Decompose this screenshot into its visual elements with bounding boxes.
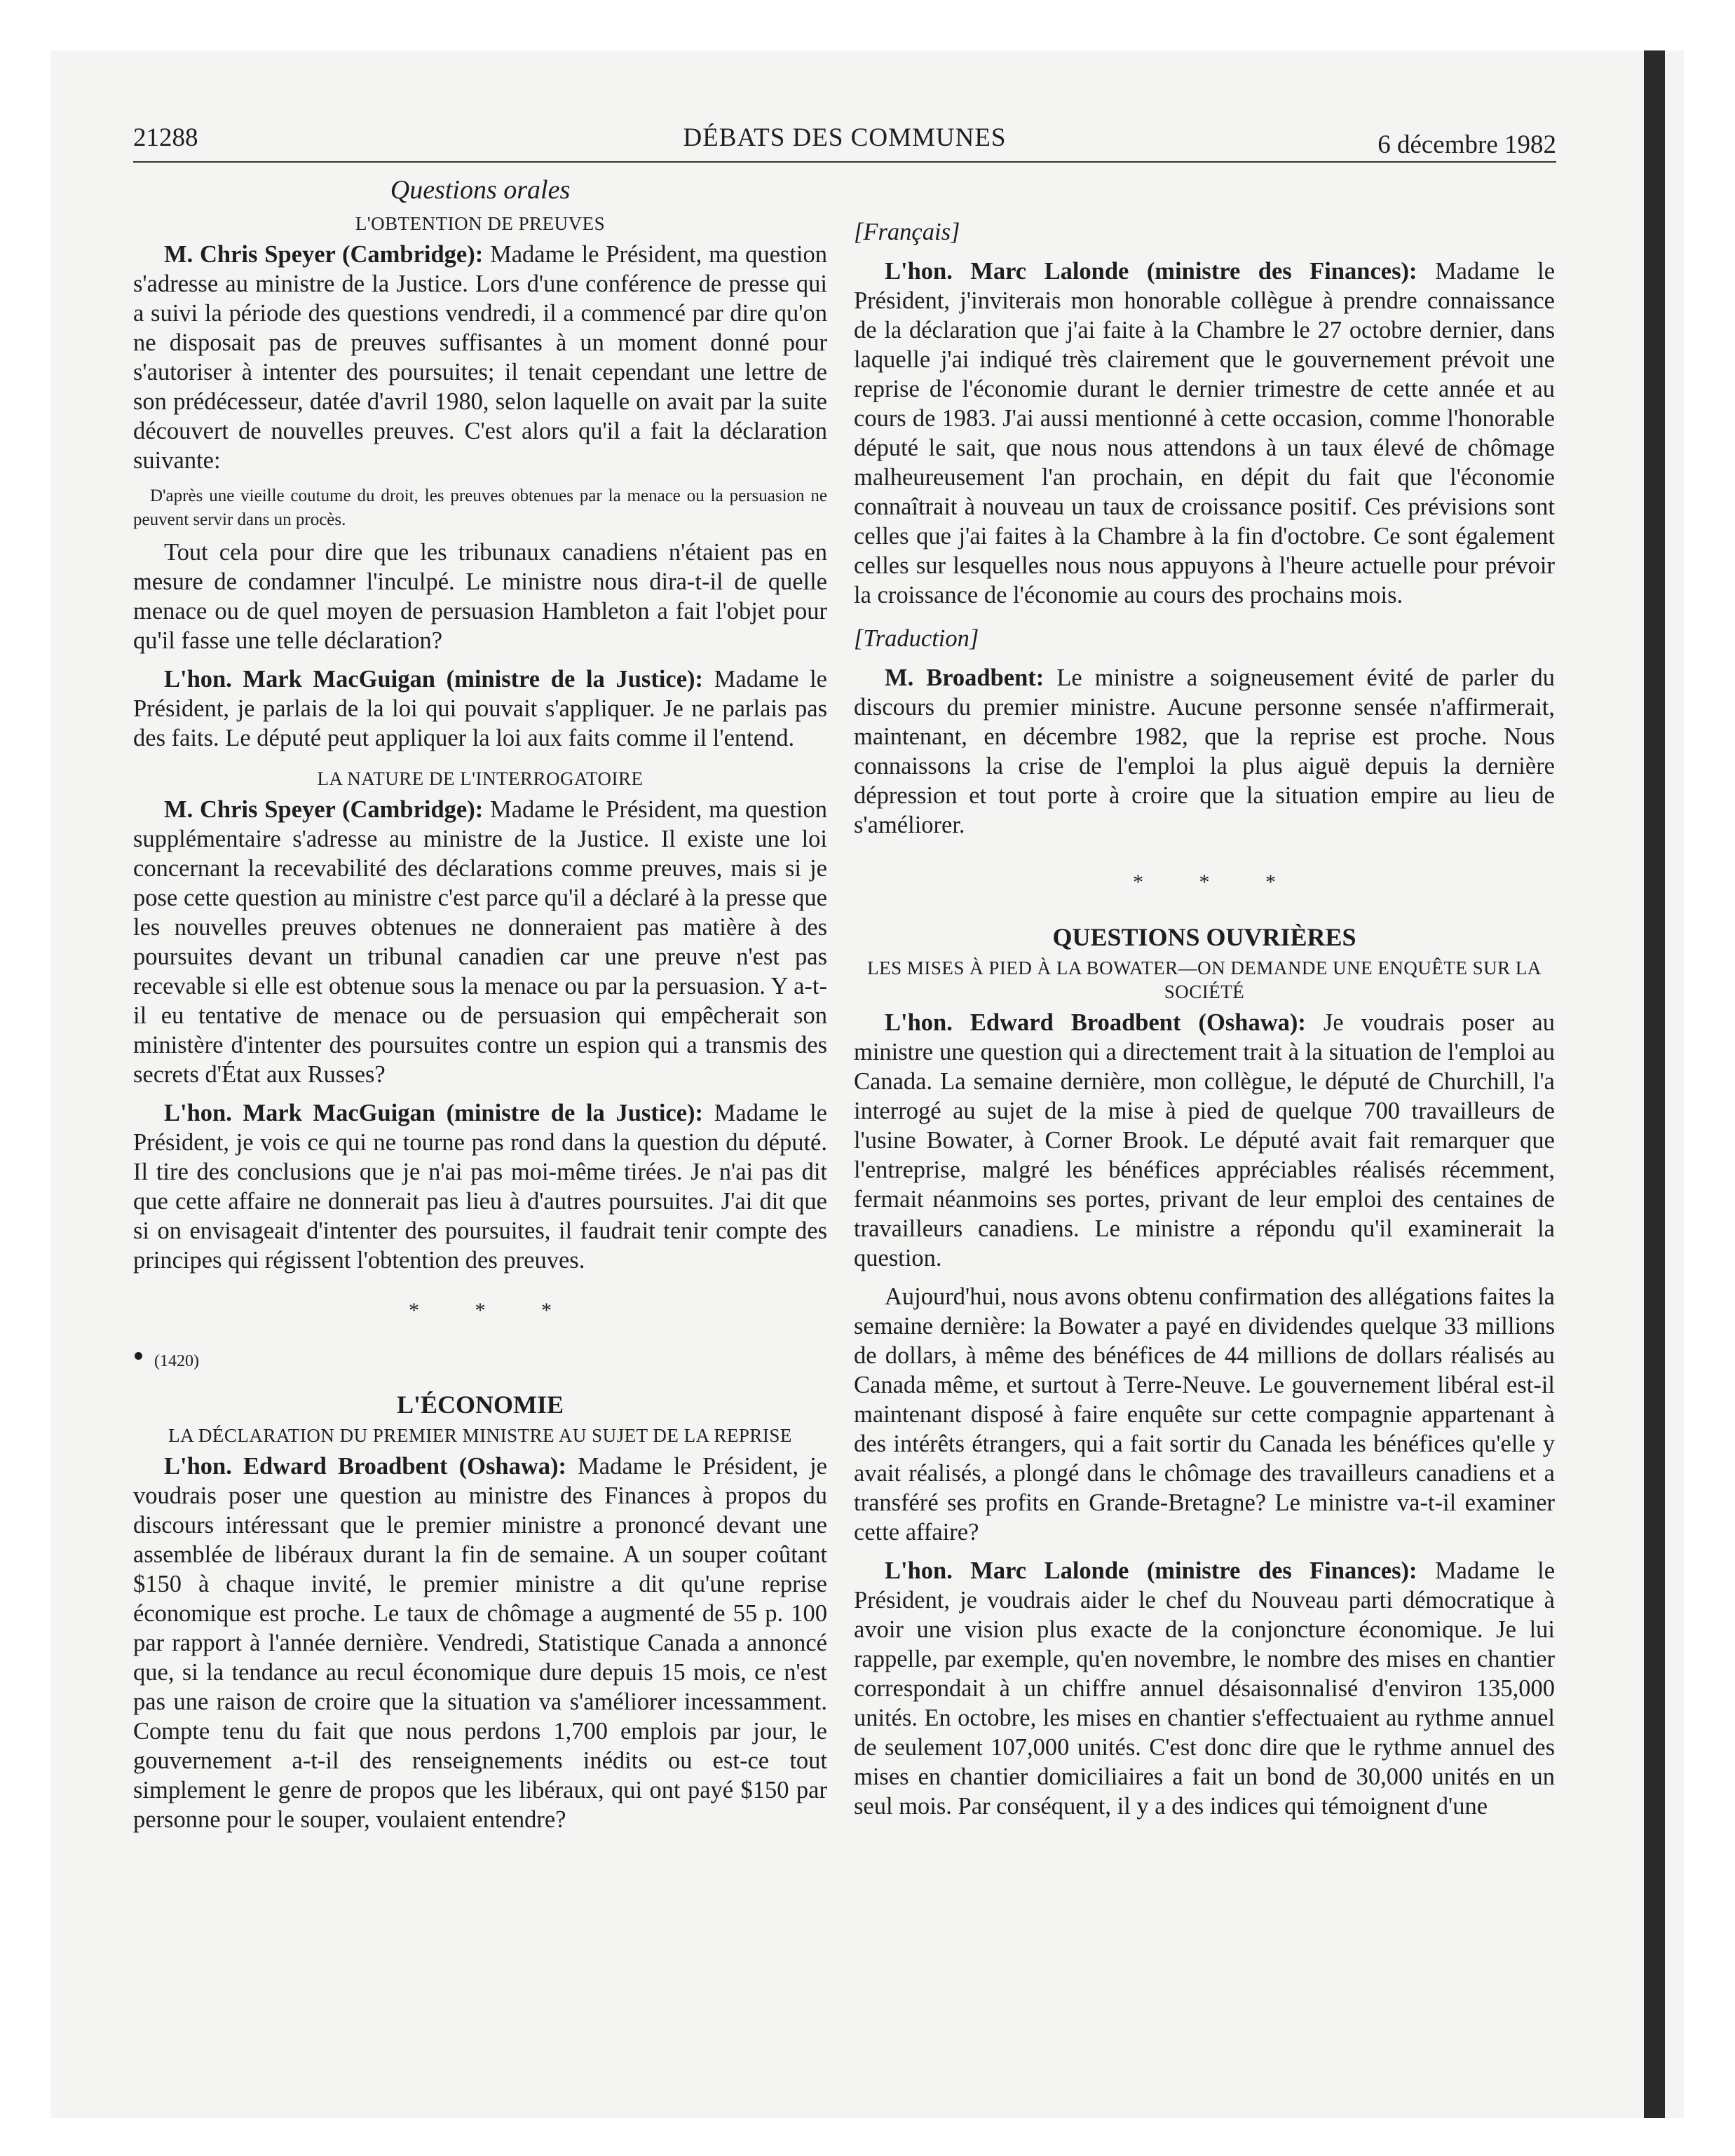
header-rule (133, 161, 1556, 163)
subheading-preuves: L'OBTENTION DE PREUVES (355, 213, 606, 234)
speech-text: Le ministre a soigneusement évité de parler du discours du premier ministre. Aucune personne sensée n'affirmerait, maintenant, en décembre 1982, que la reprise est proche. Nous connaissons la crise de l'emploi la plus aiguë depuis la dernière dépression et tout porte à croire que la situation empire au lieu de s'améliorer. (854, 664, 1555, 838)
paragraph (854, 1556, 1555, 1821)
time-marker-text: (1420) (154, 1352, 199, 1370)
speech-text: Madame le Président, je voudrais aider le chef du Nouveau parti démocratique à avoir une vision plus exacte de la conjoncture économique. Je lui rappelle, par exemple, qu'en novembre, le nombre des mises en chantier correspondait à un chiffre annuel désaisonnalisé d'environ 135,000 unités. En octobre, les mises en chantier s'effectuaient au rythme annuel de seulement 107,000 unités. C'est donc dire que le rythme annuel des mises en chantier domiciliaires a fait un bond de 30,000 unités en un seul mois. Par conséquent, il y a des indices qui témoignent d'une (854, 1557, 1556, 1820)
left-column (133, 175, 827, 1843)
section-heading-economie: L'ÉCONOMIE (396, 1391, 564, 1419)
page-number: 21288 (133, 123, 198, 152)
speaker-name: L'hon. Mark MacGuigan (ministre de la Justice): (164, 666, 704, 692)
speech-text: Je voudrais poser au ministre une question qui a directement trait à la situation de l'emploi au Canada. La semaine dernière, mon collègue, le député de Churchill, l'a interrogé au sujet de la mise à pied de quelque 700 travailleurs de l'usine Bowater, à Corner Brook. Le député avait fait remarquer que l'entreprise, malgré les bénéfices appréciables réalisés récemment, fermait néanmoins ses portes, privant de leur emploi des centaines de travailleurs canadiens. Le ministre a répondu qu'il examinerait la question. (854, 1009, 1555, 1271)
speaker-name: L'hon. Mark MacGuigan (ministre de la Justice): (164, 1100, 704, 1126)
publication-title: DÉBATS DES COMMUNES (683, 123, 1007, 152)
language-marker: [Français] (854, 219, 960, 245)
speech-text: Madame le Président, je voudrais poser une question au ministre des Finances à propos du discours intéressant que le premier ministre a prononcé devant une assemblée de libéraux durant la fin de semaine. A un souper coûtant $150 à chaque invité, le premier ministre a dit qu'une reprise économique est proche. Le taux de chômage a augmenté de 55 p. 100 par rapport à l'année dernière. Vendredi, Statistique Canada a annoncé que, si la tendance au recul économique dure depuis 15 mois, ce n'est pas une raison de croire que la situation va s'améliorer incessamment. Compte tenu du fait que nous perdons 1,700 emplois par jour, le gouvernement a-t-il des renseignements inédits ou est-ce tout simplement le genre de propos que les libéraux, qui ont payé $150 par personne pour le souper, voulaient entendre? (133, 1453, 827, 1833)
section-title: Questions orales (390, 175, 571, 205)
section-heading-questions-ouvrieres: QUESTIONS OUVRIÈRES (1052, 923, 1356, 951)
speaker-name: M. Broadbent: (885, 664, 1045, 691)
block-quote: D'après une vieille coutume du droit, les preuves obtenues par la menace ou la persuasion ne peuvent servir dans un procès. (133, 486, 827, 529)
speech-text: Madame le Président, ma question s'adresse au ministre de la Justice. Lors d'une conférence de presse qui a suivi la période des questions vendredi, il a commencé par dire qu'on ne disposait pas de preuves suffisantes à un moment donné pour s'autoriser à intenter des poursuites; il tenait cependant une lettre de son prédécesseur, datée d'avril 1980, selon laquelle on avait par la suite découvert de nouvelles preuves. C'est alors qu'il a fait la déclaration suivante: (133, 241, 827, 474)
page-edge-shadow (1644, 50, 1665, 2118)
speaker-name: L'hon. Marc Lalonde (ministre des Finances): (885, 258, 1417, 285)
speaker-name: M. Chris Speyer (Cambridge): (164, 796, 484, 823)
bullet-icon (135, 1352, 142, 1360)
paragraph (133, 240, 827, 475)
paragraph (854, 1008, 1555, 1273)
time-marker (133, 1346, 827, 1370)
paragraph (133, 795, 827, 1089)
speaker-name: L'hon. Edward Broadbent (Oshawa): (164, 1453, 566, 1480)
speaker-name: L'hon. Marc Lalonde (ministre des Finances): (885, 1557, 1417, 1584)
paragraph (133, 1098, 827, 1275)
speech-text: Madame le Président, ma question supplémentaire s'adresse au ministre de la Justice. Il existe une loi concernant la recevabilité des déclarations comme preuves, mais si je pose cette question au ministre c'est parce qu'il a déclaré à la presse que les nouvelles preuves obtenues ne donneraient pas matière à des poursuites devant un tribunal canadien car une preuve n'est pas recevable si elle est obtenue sous la menace ou par la persuasion. Y a-t-il eu tentative de menace ou de persuasion qui empêcherait son ministère d'intenter des poursuites contre un espion qui a transmis des secrets d'État aux Russes? (133, 796, 827, 1088)
speaker-name: L'hon. Edward Broadbent (Oshawa): (885, 1009, 1306, 1036)
language-marker: [Traduction] (854, 625, 979, 652)
right-column (854, 217, 1555, 1830)
paragraph: Tout cela pour dire que les tribunaux canadiens n'étaient pas en mesure de condamner l'inculpé. Le ministre nous dira-t-il de quelle menace ou de quel moyen de persuasion Hambleton a fait l'objet pour qu'il fasse une telle déclaration? (133, 539, 827, 654)
subheading-interrogatoire: LA NATURE DE L'INTERROGATOIRE (317, 768, 644, 789)
paragraph (133, 1452, 827, 1834)
paragraph: Aujourd'hui, nous avons obtenu confirmation des allégations faites la semaine dernière: la Bowater a payé en dividendes quelque 33 millions de dollars, à même des bénéfices de 44 millions de dollars réalisés au Canada même, et surtout à Terre-Neuve. Le gouvernement libéral est-il maintenant disposé à faire enquête sur cette compagnie appartenant à des intérêts étrangers, qui a fait sortir du Canada les bénéfices qu'elle y avait réalisés, a plongé dans le chômage des travailleurs canadiens et a transféré ses profits en Grande-Bretagne? Le ministre va-t-il examiner cette affaire? (854, 1283, 1555, 1546)
paragraph (854, 663, 1555, 840)
subheading-bowater: LES MISES À PIED À LA BOWATER—ON DEMANDE UNE ENQUÊTE SUR LA SOCIÉTÉ (867, 957, 1542, 1002)
section-separator: * * * (409, 1299, 577, 1322)
speech-text: Madame le Président, je vois ce qui ne tourne pas rond dans la question du député. Il tire des conclusions que je n'ai pas moi-même tirées. Je n'ai pas dit que cette affaire ne donnerait pas lieu à d'autres poursuites. J'ai dit que si on envisageait d'intenter des poursuites, il faudrait tenir compte des principes qui régissent l'obtention des preuves. (133, 1100, 827, 1274)
page-date: 6 décembre 1982 (1377, 130, 1556, 159)
paragraph (133, 664, 827, 753)
speech-text: Madame le Président, je parlais de la loi qui pouvait s'appliquer. Je ne parlais pas des faits. Le député peut appliquer la loi aux faits comme il l'entend. (133, 666, 827, 751)
speaker-name: M. Chris Speyer (Cambridge): (164, 241, 484, 268)
section-separator: * * * (1133, 871, 1301, 894)
speech-text: Madame le Président, j'inviterais mon honorable collègue à prendre connaissance de la déclaration que j'ai faite à la Chambre le 27 octobre dernier, dans laquelle j'ai indiqué très clairement que le gouvernement prévoit une reprise de l'économie durant le dernier trimestre de cette année et au cours de 1983. J'ai aussi mentionné à cette occasion, comme l'honorable député le sait, que nous nous attendons à un taux élevé de chômage malheureusement l'an prochain, en dépit du fait que l'économie connaîtrait à nouveau un taux de croissance positif. Ces prévisions sont celles que j'ai faites à la Chambre à la fin d'octobre. Ce sont également celles sur lesquelles nous nous appuyons à l'heure actuelle pour prévoir la croissance de l'économie au cours des prochains mois. (854, 258, 1556, 608)
subheading-reprise: LA DÉCLARATION DU PREMIER MINISTRE AU SUJET DE LA REPRISE (168, 1425, 792, 1446)
paragraph (854, 257, 1555, 610)
page-header (133, 123, 1556, 165)
